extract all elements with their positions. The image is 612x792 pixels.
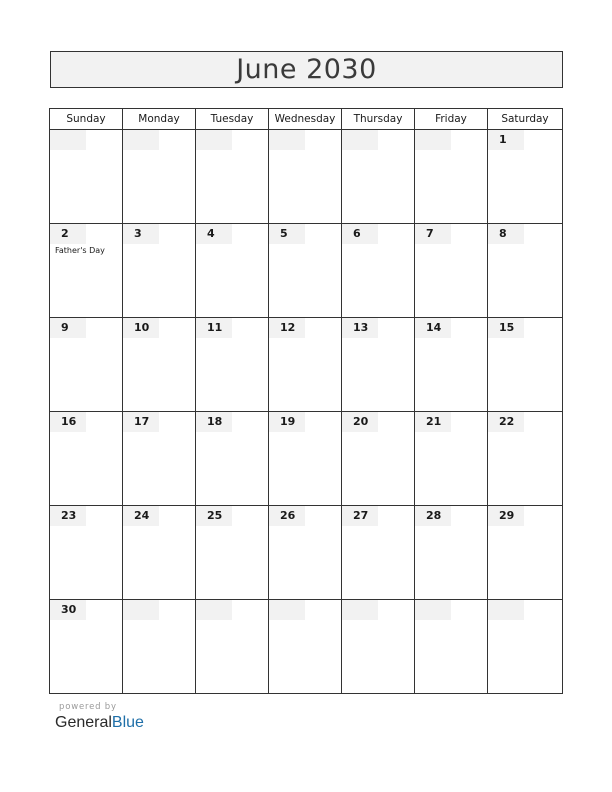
- day-number: [342, 600, 378, 620]
- day-number: 30: [50, 600, 86, 620]
- day-number: 6: [342, 224, 378, 244]
- day-number: 9: [50, 318, 86, 338]
- day-cell[interactable]: [196, 412, 269, 506]
- day-cell[interactable]: [488, 506, 563, 600]
- weekday-friday: Friday: [415, 109, 488, 130]
- day-number: [269, 600, 305, 620]
- day-number: [196, 130, 232, 150]
- day-cell[interactable]: [50, 318, 123, 412]
- brand-general: General: [55, 714, 112, 731]
- weekday-sunday: Sunday: [50, 109, 123, 130]
- day-number: [123, 130, 159, 150]
- day-number: 26: [269, 506, 305, 526]
- day-number: [269, 130, 305, 150]
- day-cell[interactable]: [123, 600, 196, 694]
- powered-by-text: powered by: [59, 702, 117, 712]
- day-cell[interactable]: [342, 130, 415, 224]
- day-number: [342, 130, 378, 150]
- day-cell[interactable]: [342, 506, 415, 600]
- day-number: 21: [415, 412, 451, 432]
- day-cell[interactable]: [123, 318, 196, 412]
- weekday-header-row: [50, 109, 563, 130]
- day-number: 8: [488, 224, 524, 244]
- day-number: 22: [488, 412, 524, 432]
- weekday-monday: Monday: [123, 109, 196, 130]
- day-number: 25: [196, 506, 232, 526]
- day-number: [415, 130, 451, 150]
- day-number: 20: [342, 412, 378, 432]
- day-cell[interactable]: [342, 600, 415, 694]
- weekday-tuesday: Tuesday: [196, 109, 269, 130]
- day-cell[interactable]: [415, 506, 488, 600]
- calendar-title: June 2030: [50, 51, 563, 88]
- day-cell[interactable]: [269, 318, 342, 412]
- day-cell[interactable]: [269, 412, 342, 506]
- day-cell[interactable]: [269, 130, 342, 224]
- day-cell[interactable]: [50, 506, 123, 600]
- day-cell[interactable]: [488, 130, 563, 224]
- day-cell[interactable]: [488, 224, 563, 318]
- day-cell[interactable]: [50, 600, 123, 694]
- day-number: [123, 600, 159, 620]
- day-number: 13: [342, 318, 378, 338]
- weekday-wednesday: Wednesday: [269, 109, 342, 130]
- day-cell[interactable]: [488, 412, 563, 506]
- day-number: 28: [415, 506, 451, 526]
- day-cell[interactable]: [50, 224, 123, 318]
- day-cell[interactable]: [415, 318, 488, 412]
- day-number: 29: [488, 506, 524, 526]
- day-cell[interactable]: [415, 224, 488, 318]
- day-cell[interactable]: [196, 224, 269, 318]
- day-cell[interactable]: [123, 506, 196, 600]
- day-number: 12: [269, 318, 305, 338]
- weekday-thursday: Thursday: [342, 109, 415, 130]
- day-cell[interactable]: [415, 130, 488, 224]
- day-cell[interactable]: [50, 412, 123, 506]
- day-cell[interactable]: [123, 224, 196, 318]
- week-row: [50, 506, 563, 600]
- day-number: 4: [196, 224, 232, 244]
- day-number: 3: [123, 224, 159, 244]
- day-cell[interactable]: [488, 600, 563, 694]
- day-cell[interactable]: [123, 130, 196, 224]
- day-cell[interactable]: [342, 412, 415, 506]
- day-cell[interactable]: [196, 130, 269, 224]
- day-cell[interactable]: [196, 318, 269, 412]
- brand-blue: Blue: [111, 714, 144, 731]
- day-number: 1: [488, 130, 524, 150]
- day-number: 24: [123, 506, 159, 526]
- day-number: 23: [50, 506, 86, 526]
- day-number: [415, 600, 451, 620]
- day-cell[interactable]: [269, 506, 342, 600]
- day-number: [488, 600, 524, 620]
- day-number: 14: [415, 318, 451, 338]
- day-cell[interactable]: [415, 412, 488, 506]
- day-number: 10: [123, 318, 159, 338]
- week-row: [50, 130, 563, 224]
- day-number: 11: [196, 318, 232, 338]
- calendar-grid: [49, 108, 563, 694]
- day-cell[interactable]: [269, 600, 342, 694]
- day-number: 19: [269, 412, 305, 432]
- day-number: 16: [50, 412, 86, 432]
- week-row: [50, 224, 563, 318]
- day-cell[interactable]: [342, 224, 415, 318]
- day-number: 5: [269, 224, 305, 244]
- day-cell[interactable]: [415, 600, 488, 694]
- day-number: 27: [342, 506, 378, 526]
- day-number: 17: [123, 412, 159, 432]
- day-cell[interactable]: [196, 506, 269, 600]
- day-cell[interactable]: [123, 412, 196, 506]
- day-cell[interactable]: [269, 224, 342, 318]
- day-cell[interactable]: [196, 600, 269, 694]
- week-row: [50, 412, 563, 506]
- day-number: [50, 130, 86, 150]
- week-row: [50, 600, 563, 694]
- day-number: 2: [50, 224, 86, 244]
- brand-logo: [55, 714, 144, 732]
- footer-branding: [55, 702, 144, 732]
- holiday-label: Father's Day: [55, 246, 105, 255]
- weekday-saturday: Saturday: [488, 109, 563, 130]
- day-cell[interactable]: [342, 318, 415, 412]
- day-number: [196, 600, 232, 620]
- week-row: [50, 318, 563, 412]
- day-number: 7: [415, 224, 451, 244]
- day-number: 15: [488, 318, 524, 338]
- day-cell[interactable]: [488, 318, 563, 412]
- day-number: 18: [196, 412, 232, 432]
- day-cell[interactable]: [50, 130, 123, 224]
